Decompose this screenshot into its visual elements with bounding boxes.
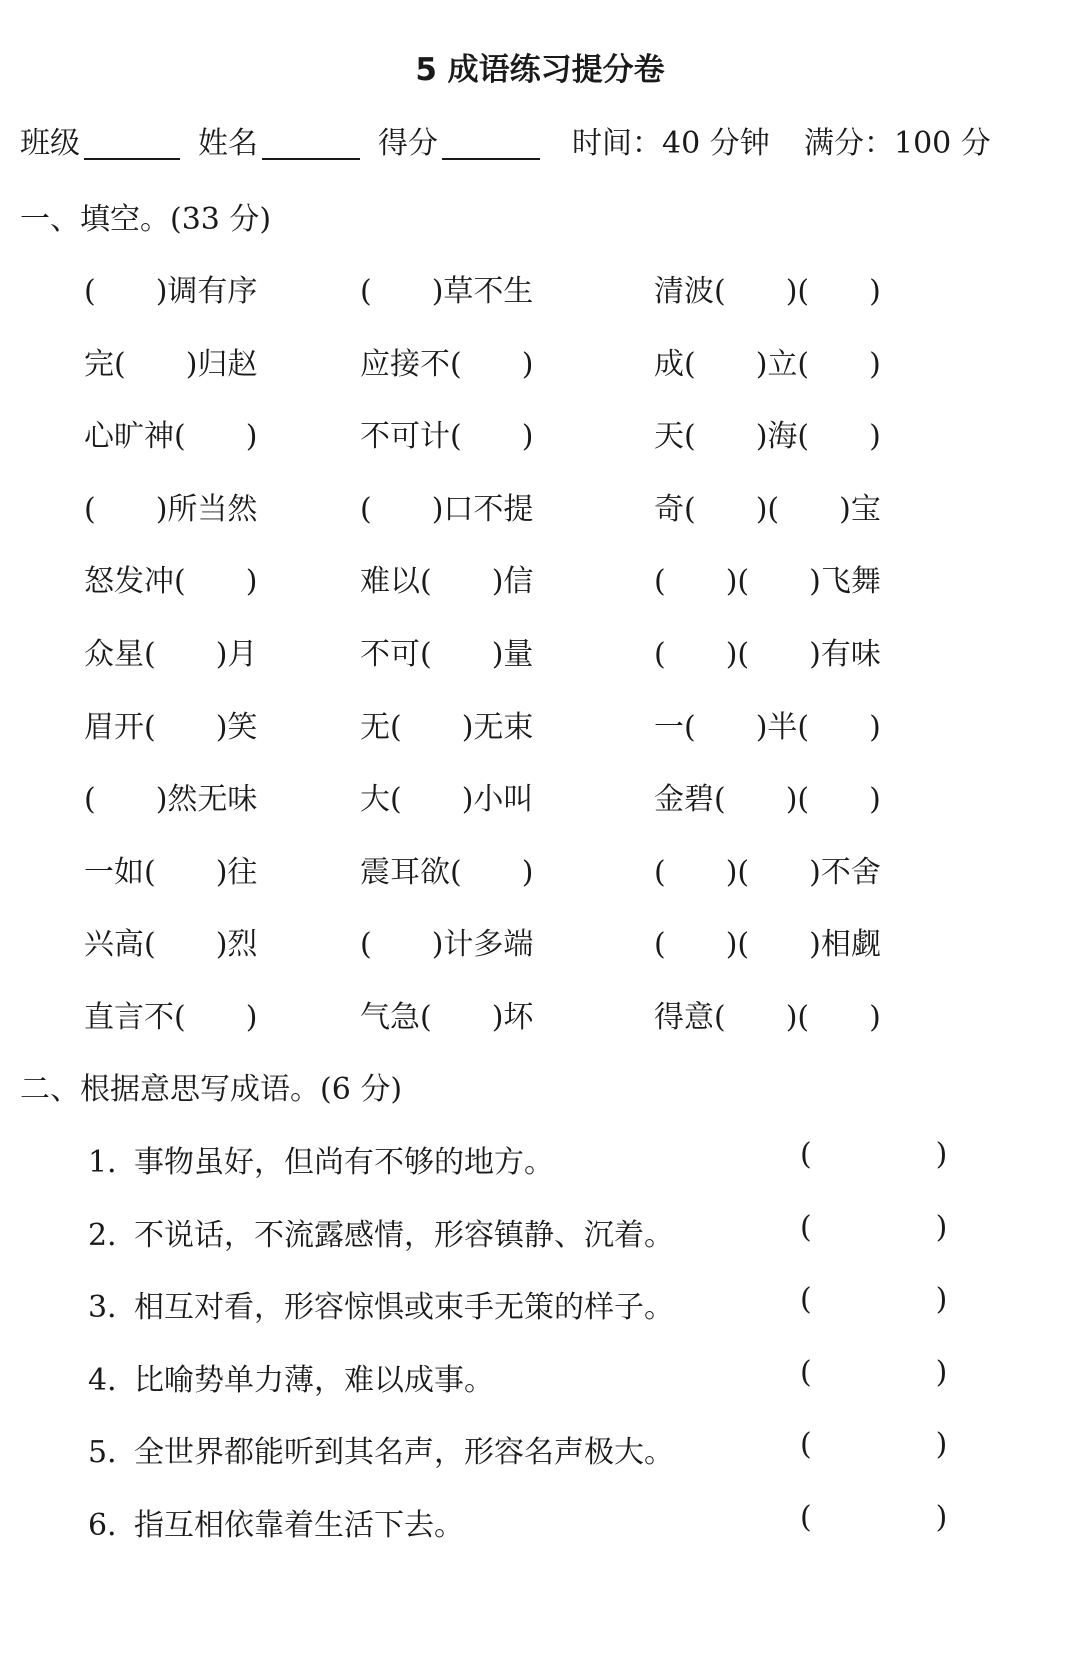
class-label: 班级 — [20, 126, 80, 161]
idiom-blank-item[interactable]: 不可计( ) — [360, 419, 534, 454]
section2-title: 二、根据意思写成语。 — [20, 1072, 320, 1107]
full-score: 满分：100 分 — [804, 126, 991, 161]
idiom-blank-item[interactable]: ( )调有序 — [84, 274, 258, 309]
question-number: 6． — [88, 1508, 138, 1543]
idiom-blank-item[interactable]: 天( )海( ) — [654, 419, 881, 454]
idiom-blank-item[interactable]: 眉开( )笑 — [84, 710, 258, 745]
page-title: 5 成语练习提分卷 — [415, 52, 665, 88]
idiom-blank-item[interactable]: 气急( )坏 — [360, 1000, 534, 1035]
idiom-blank-item[interactable]: 震耳欲( ) — [360, 855, 534, 890]
answer-blank[interactable]: ( ) — [800, 1137, 948, 1172]
idiom-blank-item[interactable]: 成( )立( ) — [654, 347, 881, 382]
question-text: 比喻势单力薄，难以成事。 — [134, 1363, 494, 1398]
section2-heading — [20, 1064, 402, 1108]
answer-blank[interactable]: ( ) — [800, 1500, 948, 1535]
question-number: 4． — [88, 1363, 138, 1398]
answer-blank[interactable]: ( ) — [800, 1355, 948, 1390]
idiom-blank-item[interactable]: 奇( )( )宝 — [654, 492, 881, 527]
answer-blank[interactable]: ( ) — [800, 1427, 948, 1462]
section1-title: 一、填空。 — [20, 202, 170, 237]
time-limit: 时间：40 分钟 — [572, 126, 770, 161]
question-text: 指互相依靠着生活下去。 — [134, 1508, 464, 1543]
score-label: 得分 — [378, 126, 438, 161]
question-text: 事物虽好，但尚有不够的地方。 — [134, 1145, 554, 1180]
idiom-blank-item[interactable]: 得意( )( ) — [654, 1000, 881, 1035]
idiom-blank-item[interactable]: 一如( )往 — [84, 855, 258, 890]
idiom-blank-item[interactable]: 心旷神( ) — [84, 419, 258, 454]
question-text: 不说话，不流露感情，形容镇静、沉着。 — [134, 1218, 674, 1253]
idiom-blank-item[interactable]: ( )( )相觑 — [654, 927, 881, 962]
idiom-blank-item[interactable]: ( )( )有味 — [654, 637, 881, 672]
answer-blank[interactable]: ( ) — [800, 1210, 948, 1245]
idiom-blank-item[interactable]: 不可( )量 — [360, 637, 534, 672]
class-blank[interactable] — [84, 158, 180, 160]
idiom-blank-item[interactable]: ( )草不生 — [360, 274, 534, 309]
question-number: 5． — [88, 1435, 138, 1470]
section2-points: (6 分) — [320, 1072, 403, 1107]
answer-blank[interactable]: ( ) — [800, 1282, 948, 1317]
idiom-blank-item[interactable]: ( )然无味 — [84, 782, 258, 817]
idiom-blank-item[interactable]: 一( )半( ) — [654, 710, 881, 745]
idiom-blank-item[interactable]: ( )( )不舍 — [654, 855, 881, 890]
idiom-blank-item[interactable]: ( )口不提 — [360, 492, 534, 527]
idiom-blank-item[interactable]: 大( )小叫 — [360, 782, 534, 817]
section1-points: (33 分) — [170, 202, 272, 237]
question-number: 3． — [88, 1290, 138, 1325]
question-number: 2． — [88, 1218, 138, 1253]
idiom-blank-item[interactable]: 完( )归赵 — [84, 347, 258, 382]
question-text: 全世界都能听到其名声，形容名声极大。 — [134, 1435, 674, 1470]
score-blank[interactable] — [442, 158, 540, 160]
idiom-blank-item[interactable]: 金碧( )( ) — [654, 782, 881, 817]
section1-heading — [20, 194, 271, 238]
idiom-blank-item[interactable]: 清波( )( ) — [654, 274, 881, 309]
idiom-blank-item[interactable]: 众星( )月 — [84, 637, 258, 672]
idiom-blank-item[interactable]: ( )所当然 — [84, 492, 258, 527]
idiom-blank-item[interactable]: ( )计多端 — [360, 927, 534, 962]
name-blank[interactable] — [262, 158, 360, 160]
name-label: 姓名 — [198, 126, 258, 161]
idiom-blank-item[interactable]: 直言不( ) — [84, 1000, 258, 1035]
question-text: 相互对看，形容惊惧或束手无策的样子。 — [134, 1290, 674, 1325]
idiom-blank-item[interactable]: 兴高( )烈 — [84, 927, 258, 962]
idiom-blank-item[interactable]: 怒发冲( ) — [84, 564, 258, 599]
idiom-blank-item[interactable]: 无( )无束 — [360, 710, 534, 745]
question-number: 1． — [88, 1145, 138, 1180]
idiom-blank-item[interactable]: 难以( )信 — [360, 564, 534, 599]
idiom-blank-item[interactable]: 应接不( ) — [360, 347, 534, 382]
idiom-blank-item[interactable]: ( )( )飞舞 — [654, 564, 881, 599]
